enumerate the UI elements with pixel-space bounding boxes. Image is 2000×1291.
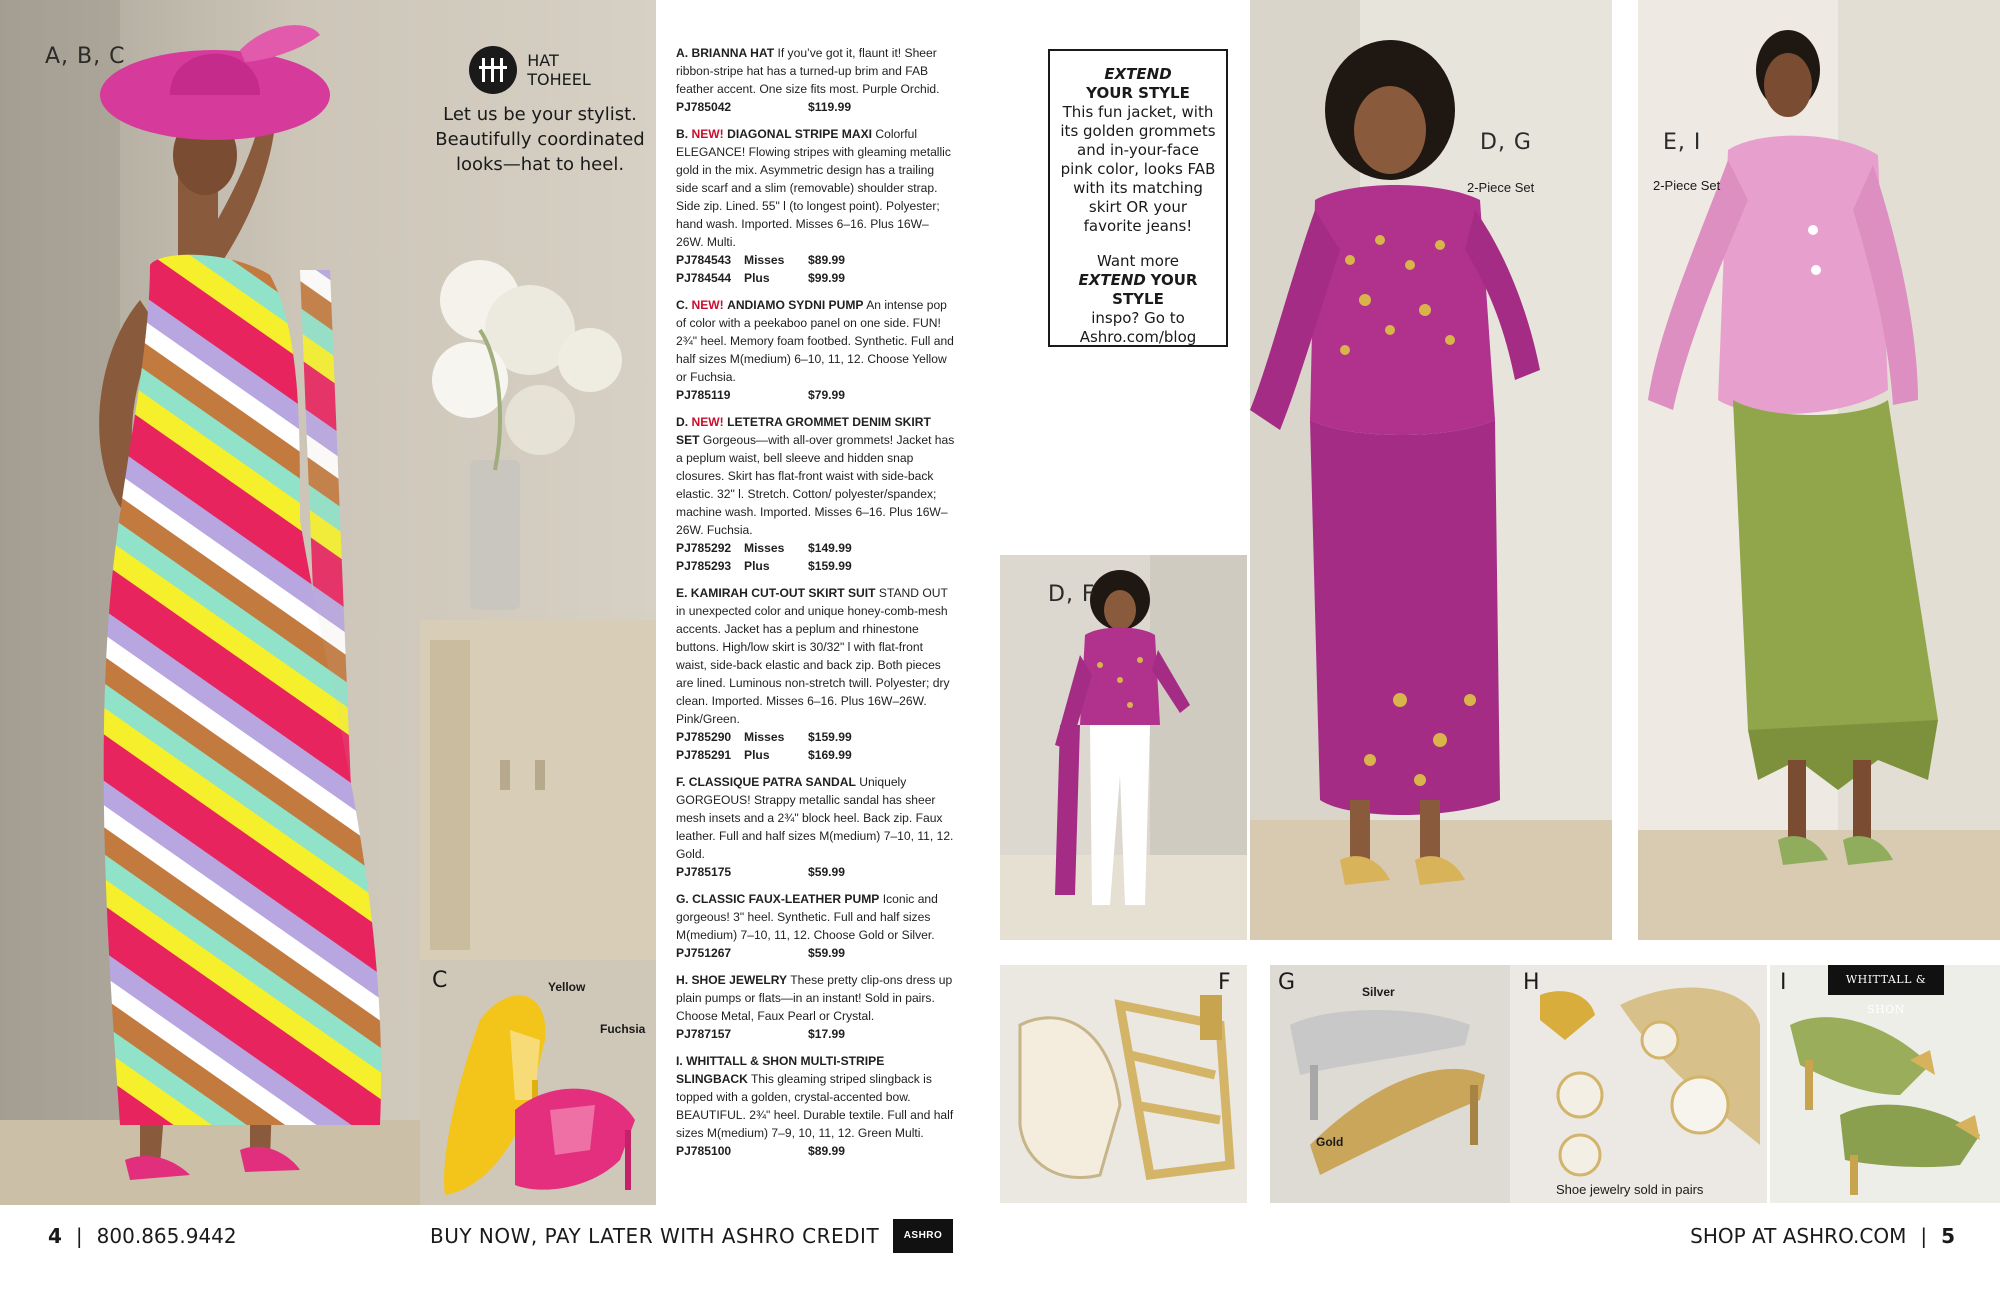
sku-row: [676, 98, 956, 116]
sku-sku: PJ785291: [676, 748, 732, 762]
shoe-jewelry-illustration: [1510, 965, 1767, 1203]
sku-price: $149.99: [808, 541, 852, 555]
sku-row: [676, 386, 956, 404]
sku-sku: PJ785042: [676, 100, 732, 114]
sku-row: [676, 1025, 956, 1043]
product-description: Gorgeous—with all-over grommets! Jacket has a peplum waist, bell sleeve and hidden snap closures. Skirt has flat-front waist with side-back elastic. 32" l. Stretch. Cotton/ polyester/spandex; machine wash. Imported. Misses 6–16. Plus 16W–26W. Fuchsia.: [676, 433, 955, 537]
tile-g-silver-label: Silver: [1362, 985, 1395, 999]
extend-body: This fun jacket, with its golden grommets and in-your-face pink color, looks FAB with its matching skirt OR your favorite jeans!: [1060, 103, 1216, 235]
sku-size: Plus: [744, 559, 770, 573]
sku-price: $169.99: [808, 748, 852, 762]
new-badge: NEW!: [691, 415, 724, 429]
sku-price: $79.99: [808, 388, 845, 402]
sandal-illustration: [1000, 965, 1247, 1203]
extend-more-style: YOUR STYLE: [1112, 271, 1198, 308]
product-description: These pretty clip-ons dress up plain pumps or flats—in an instant! Sold in pairs. Choose Metal, Faux Pearl or Crystal.: [676, 973, 953, 1023]
hat-toheel-callout: [420, 46, 660, 177]
sku-price: $59.99: [808, 946, 845, 960]
left-page-number: 4: [48, 1224, 62, 1248]
product-title: H. SHOE JEWELRY: [676, 973, 788, 987]
tile-f-letter: F: [1218, 970, 1231, 995]
hat-toheel-logo-icon: [469, 46, 517, 94]
hat-logo-line2: TOHEEL: [527, 70, 591, 89]
sku-sku: PJ785292: [676, 541, 732, 555]
sku-row: [676, 539, 956, 557]
photo-grommet-jacket-jeans: [1000, 555, 1247, 940]
extend-subheading: YOUR STYLE: [1086, 84, 1190, 102]
tile-f-sandal: [1000, 965, 1247, 1203]
dg-ref-label: D, G: [1480, 130, 1532, 155]
right-page-number: 5: [1941, 1224, 1955, 1248]
pumps-illustration: [420, 960, 656, 1205]
sku-price: $89.99: [808, 253, 845, 267]
grommet-set-illustration: [1250, 0, 1612, 940]
tile-i-letter: I: [1780, 970, 1787, 995]
ei-set-note: 2-Piece Set: [1653, 178, 1721, 193]
new-badge: NEW!: [691, 127, 724, 141]
product-title: I. WHITTALL & SHON MULTI-STRIPE SLINGBACK: [676, 1054, 885, 1086]
product-title: LETETRA GROMMET DENIM SKIRT SET: [676, 415, 931, 447]
tile-g-gold-label: Gold: [1316, 1135, 1344, 1149]
sku-row: [676, 269, 956, 287]
footer-right: SHOP AT ASHRO.COM | 5: [1690, 1224, 1955, 1248]
sku-sku: PJ785290: [676, 730, 732, 744]
phone-number[interactable]: 800.865.9442: [96, 1224, 237, 1248]
footer-left: 4 | 800.865.9442: [48, 1224, 237, 1248]
sku-sku: PJ784544: [676, 271, 732, 285]
sku-price: $159.99: [808, 559, 852, 573]
sku-sku: PJ785293: [676, 559, 732, 573]
tagline-line: Beautifully coordinated: [435, 129, 645, 150]
sku-row: [676, 944, 956, 962]
product-copy-column: [676, 44, 956, 1169]
sku-sku: PJ785100: [676, 1144, 732, 1158]
sku-size: Plus: [744, 271, 770, 285]
product-prefix: D.: [676, 415, 689, 429]
df-ref-label: D, F: [1048, 582, 1096, 607]
extend-more-line3: inspo? Go to: [1091, 309, 1185, 327]
product-title: ANDIAMO SYDNI PUMP: [727, 298, 864, 312]
product-prefix: C.: [676, 298, 689, 312]
whittall-shon-logo: WHITTALL & SHON: [1828, 965, 1944, 995]
sku-sku: PJ784543: [676, 253, 732, 267]
sku-size: [744, 1142, 808, 1160]
sku-size: [744, 98, 808, 116]
tagline-line: looks—hat to heel.: [455, 154, 625, 175]
product-description: If you’ve got it, flaunt it! Sheer ribbon-stripe hat has a turned-up brim and FAB feather accent. One size fits most. Purple Orchid.: [676, 46, 940, 96]
product-description: STAND OUT in unexpected color and unique honey-comb-mesh accents. Jacket has a peplum and rhinestone buttons. High/low skirt is 30/32" l with flat-front waist, side-back elastic and back zip. Both pieces are lined. Luminous non-stretch twill. Polyester; dry clean. Imported. Misses 6–16. Plus 16W–26W. Pink/Green.: [676, 586, 950, 726]
product-title: F. CLASSIQUE PATRA SANDAL: [676, 775, 856, 789]
sku-row: [676, 728, 956, 746]
tile-h-note: Shoe jewelry sold in pairs: [1556, 1182, 1704, 1197]
inset-c-letter: C: [432, 968, 448, 993]
tile-h-shoe-jewelry: [1510, 965, 1767, 1203]
sku-size: Misses: [744, 541, 785, 555]
product-description: Iconic and gorgeous! 3" heel. Synthetic. Full and half sizes M(medium) 7–10, 11, 12. Choose Gold or Silver.: [676, 892, 938, 942]
sku-price: $159.99: [808, 730, 852, 744]
product-item: [676, 773, 956, 881]
product-title: DIAGONAL STRIPE MAXI: [727, 127, 873, 141]
sku-size: [744, 1025, 808, 1043]
extend-more-line2: [1060, 271, 1216, 309]
credit-promo: BUY NOW, PAY LATER WITH ASHRO CREDIT: [430, 1224, 880, 1248]
dg-set-note: 2-Piece Set: [1467, 180, 1535, 195]
sku-sku: PJ785119: [676, 388, 731, 402]
tagline-line: Let us be your stylist.: [443, 104, 637, 125]
sku-row: [676, 251, 956, 269]
sku-size: [744, 386, 808, 404]
product-item: [676, 413, 956, 575]
extend-blog-link[interactable]: Ashro.com/blog: [1079, 328, 1197, 346]
product-item: [676, 1052, 956, 1160]
hero-ref-label: A, B, C: [45, 44, 126, 69]
product-description: An intense pop of color with a peekaboo panel on one side. FUN! 2¾" heel. Memory foam footbed. Synthetic. Full and half sizes M(medium) 6–10, 11, 12. Choose Yellow or Fuchsia.: [676, 298, 954, 384]
tile-g-letter: G: [1278, 970, 1296, 995]
extend-heading: EXTEND: [1104, 65, 1172, 83]
product-item: [676, 971, 956, 1043]
inset-c-fuchsia-label: Fuchsia: [600, 1022, 646, 1036]
ei-ref-label: E, I: [1663, 130, 1702, 155]
jacket-jeans-illustration: [1000, 555, 1247, 940]
sku-price: $99.99: [808, 271, 845, 285]
product-description: Colorful ELEGANCE! Flowing stripes with gleaming metallic gold in the mix. Asymmetric design has a trailing side scarf and a slim (removable) shoulder strap. Side zip. Lined. 55" l (to longest point). Polyester; hand wash. Imported. Misses 6–16. Plus 16W–26W. Multi.: [676, 127, 951, 249]
product-title: A. BRIANNA HAT: [676, 46, 775, 60]
inset-c-yellow-label: Yellow: [548, 980, 586, 994]
shop-url[interactable]: SHOP AT ASHRO.COM: [1690, 1224, 1907, 1248]
photo-grommet-skirt-set: [1250, 0, 1612, 940]
sku-price: $119.99: [808, 100, 852, 114]
sku-size: Misses: [744, 253, 785, 267]
sku-price: $59.99: [808, 865, 845, 879]
sku-sku: PJ751267: [676, 946, 732, 960]
sku-size: Misses: [744, 730, 785, 744]
sku-price: $17.99: [808, 1027, 845, 1041]
sku-price: $89.99: [808, 1144, 845, 1158]
hat-logo-line1: HAT: [527, 51, 559, 70]
product-item: [676, 296, 956, 404]
product-item: [676, 584, 956, 764]
sku-sku: PJ785175: [676, 865, 732, 879]
product-title: E. KAMIRAH CUT-OUT SKIRT SUIT: [676, 586, 876, 600]
sku-size: [744, 944, 808, 962]
tile-h-letter: H: [1523, 970, 1540, 995]
silver-gold-pumps-illustration: [1270, 965, 1510, 1203]
sku-row: [676, 1142, 956, 1160]
product-item: [676, 44, 956, 116]
page-footer: [0, 1205, 2000, 1291]
inset-photo-pumps: [420, 960, 656, 1205]
sku-row: [676, 746, 956, 764]
tile-g-pumps: [1270, 965, 1510, 1203]
new-badge: NEW!: [691, 298, 724, 312]
sku-size: Plus: [744, 748, 770, 762]
product-item: [676, 125, 956, 287]
product-item: [676, 890, 956, 962]
extend-more-line1: Want more: [1096, 252, 1180, 270]
product-description: This gleaming striped slingback is topped with a golden, crystal-accented bow. BEAUTIFUL. 2¾" heel. Durable textile. Full and half sizes M(medium) 7–9, 10, 11, 12. Green Multi.: [676, 1072, 954, 1140]
ashro-credit-card-badge: ASHRO: [893, 1219, 953, 1253]
extend-your-style-box: [1048, 49, 1228, 347]
product-prefix: B.: [676, 127, 689, 141]
sku-sku: PJ787157: [676, 1027, 732, 1041]
product-title: G. CLASSIC FAUX-LEATHER PUMP: [676, 892, 880, 906]
sku-row: [676, 557, 956, 575]
extend-more-bold: EXTEND: [1078, 271, 1146, 289]
hat-tagline: [420, 102, 660, 177]
product-description: Uniquely GORGEOUS! Strappy metallic sandal has sheer mesh insets and a 2¾" block heel. Back zip. Faux leather. Full and half sizes M(medium) 7–10, 11, 12. Gold.: [676, 775, 954, 861]
sku-size: [744, 863, 808, 881]
sku-row: [676, 863, 956, 881]
